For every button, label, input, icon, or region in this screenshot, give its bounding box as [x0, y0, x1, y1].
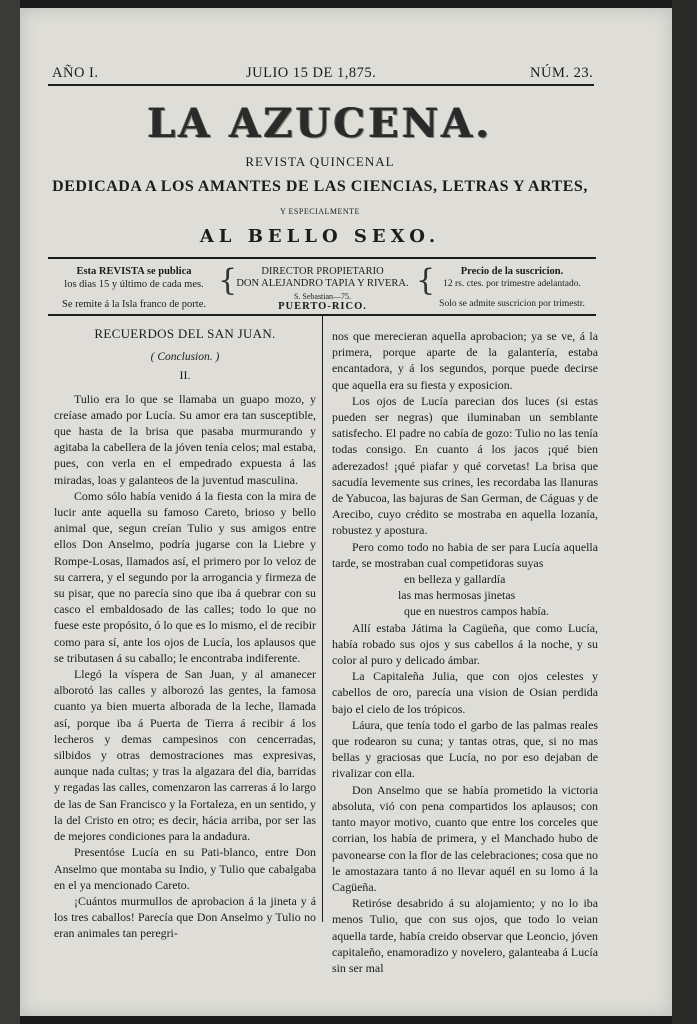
info-price-value: 12 rs. ctes. por trimestre adelantado.: [443, 279, 581, 289]
paragraph: Pero como todo no habia de ser para Lucía aquella tarde, se mostraban cual competidoras suyas: [332, 539, 598, 570]
info-postage: Se remite á la Isla franco de porte.: [61, 299, 207, 310]
page-left-edge: [0, 0, 20, 1024]
paragraph: La Capitaleña Julia, que con ojos celestes y cabellos de oro, parecía una vision de Osian perdida bajo el cielo de los trópicos.: [332, 669, 598, 716]
verse-line: que en nuestros campos había.: [404, 604, 549, 619]
info-director-heading: DIRECTOR PROPIETARIO: [261, 266, 384, 277]
masthead-subtitle-quincenal: REVISTA QUINCENAL: [245, 154, 395, 169]
info-price-heading: Precio de la suscricion.: [460, 266, 564, 277]
column-divider: [322, 316, 323, 922]
verse-line: las mas hermosas jinetas: [398, 588, 516, 603]
info-director-name: DON ALEJANDRO TAPIA Y RIVERA.: [236, 278, 409, 289]
article-conclusion-note: ( Conclusion. ): [150, 351, 220, 364]
masthead-title: LA AZUCENA.: [147, 100, 493, 147]
paragraph: Llegó la víspera de San Juan, y al amanecer alborotó las calles y alborozó las gentes, la famosa cuanto ya bien muerta alborada de la leche, llamada así, porque iba á Puerta de Tierra á recibir á los lecheros y demas campesinos con cencerradas, silbidos y otras demostraciones mas expresivas, aunque nada cultas; y tras la algazara del dia, barridas y regadas las calles, comenzaron las carreras á lo largo de las de San Francisco y la Fortaleza, en un sentido, y la del Cristo en otro; es decir, hácia arriba, por ser las de mejores condiciones para la andadura.: [54, 667, 316, 844]
article-title: RECUERDOS DEL SAN JUAN.: [94, 326, 276, 341]
paragraph: nos que merecieran aquella aprobacion; ya se ve, á la primera, porque aparte de la galantería, estaba encantadora, y á los segundos, porque puede decirse que aquella era su fiesta y exposicion.: [332, 329, 598, 392]
brace-right: {: [416, 263, 436, 298]
article-left-column: [54, 326, 316, 942]
top-rule: [48, 84, 594, 86]
issue-date: JULIO 15 DE 1,875.: [246, 65, 377, 81]
paragraph: ¡Cuántos murmullos de aprobacion á la jineta y á los tres caballos! Parecía que Don Anselmo y Tulio no eran animales tan peregri-: [54, 893, 316, 941]
paragraph: Don Anselmo que se había prometido la victoria absoluta, vió con pena compartidos los aplausos; con tanto mayor motivo, cuanto que entre los corceles que corrian, los había de primera, y el Manchado hubo de pavonearse con la flor de las celebraciones; cosa que no le amostazara tanto á no llevar aquél en su lomo á la Cagüeña.: [332, 782, 598, 894]
paragraph: Tulio era lo que se llamaba un guapo mozo, y creíase amado por Lucía. Su amor era tan susceptible, que hasta de la brisa que pasaba murmurando y agitaba la cabellera de la jóven tenía celos; mal estaba, pues, con verla en el empedrado expuesta á las miradas, loas y galanteos de la juventud masculina.: [54, 391, 316, 487]
page-right-edge: [672, 0, 697, 1024]
issue-year: AÑO I.: [52, 65, 99, 81]
paragraph: Como sólo había venido á la fiesta con la mira de lucir ante aquella su famoso Careto, brioso y bello animal que, segun creían Tulio y sus amigos entre ellos Don Anselmo, podría jugarse con la Liebre y Rompe-Losas, llamados así, el primero por lo veloz de su carrera, y el segundo por la arrogancia y firmeza de su pisar, que no parecía sino que iba á quebrar con su casco el embaldosado de las calles; todo lo que no fuese este propósito, ó lo que es lo mismo, el de recibir como para sí, ante los ojos de Lucía, los aplausos que se tributasen á su caballo; le encontraba indiferente.: [54, 488, 316, 665]
info-address: S. Sebastian—75.: [293, 292, 352, 301]
article-section-number: II.: [179, 368, 191, 383]
info-city: PUERTO-RICO.: [278, 301, 367, 312]
masthead-bello-sexo: AL BELLO SEXO.: [199, 226, 441, 247]
paragraph: Los ojos de Lucía parecian dos luces (si estas pueden ser negras) que iluminaban un semblante satisfecho. El padre no cabía de gozo: Tulio no las tenía todas consigo. En cuanto á los jacos ¡qué bien aderezados! ¡qué piafar y qué corvetas! La brisa que sacudía levemente sus crines, les recordaba las llanuras de Yabucoa, las bajuras de San German, de Cáguas y de Arecibo, cuyo crédito se mostraba en aquella lozanía, robustez y apostura.: [332, 393, 598, 538]
paragraph: Láura, que tenía todo el garbo de las palmas reales que rodearon su cuna; y tantas otras, que, si no mas bellas y graciosas que Lucía, no por eso dejaban de rivalizar con ella.: [332, 717, 598, 781]
info-subscription-note: Solo se admite suscricion por trimestr.: [439, 299, 585, 309]
article-right-column: [332, 328, 598, 976]
info-top-rule: [48, 257, 596, 259]
paragraph: Presentóse Lucía en su Pati-blanco, entre Don Anselmo que montaba su Indio, y Tulio que cabalgaba en el ya mencionado Careto.: [54, 845, 316, 892]
masthead-especialmente: Y ESPECIALMENTE: [280, 207, 360, 216]
masthead-dedication: DEDICADA A LOS AMANTES DE LAS CIENCIAS, LETRAS Y ARTES,: [52, 178, 588, 195]
verse-line: en belleza y gallardía: [404, 572, 506, 587]
issue-number: NÚM. 23.: [530, 65, 594, 81]
brace-left: {: [218, 263, 238, 298]
info-publication-heading: Esta REVISTA se publica: [76, 266, 192, 277]
info-publication-days: los dias 15 y último de cada mes.: [64, 279, 204, 290]
paragraph: Allí estaba Játima la Cagüeña, que como Lucía, había robado sus ojos y sus cabellos á la noche, y su color al puro y delicado ámbar.: [332, 620, 598, 668]
newspaper-page: [20, 8, 672, 1016]
paragraph: Retiróse desabrido á su alojamiento; y no lo iba menos Tulio, que con sus ojos, que todo lo veian aquella tarde, había creido observar que Leoncio, jóven capitaleño, enamoradizo y novelero, galanteaba á Lucía sin ser mal: [332, 896, 598, 975]
